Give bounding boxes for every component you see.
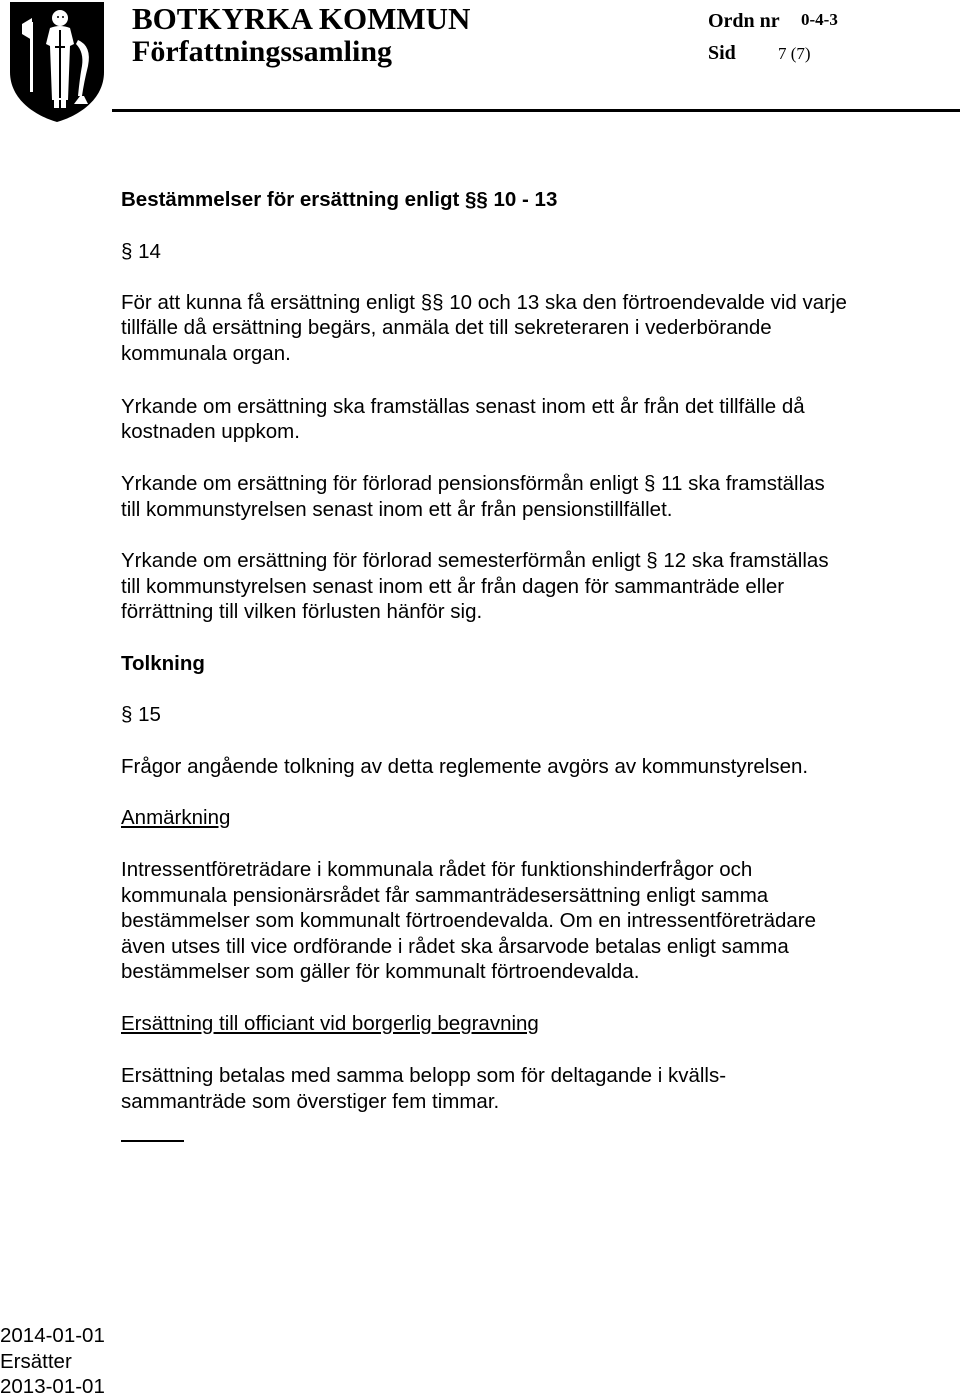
paragraph-line: även utses till vice ordförande i rådet ska årsarvode betalas enligt samma xyxy=(121,935,789,958)
replaces-label: Ersätter xyxy=(0,1350,72,1373)
paragraph-line: kommunala organ. xyxy=(121,342,291,365)
municipality-name: BOTKYRKA KOMMUN xyxy=(132,1,471,36)
paragraph-number: § 14 xyxy=(121,240,161,263)
paragraph-line: tillfälle då ersättning begärs, anmäla det till sekreteraren i vederbörande xyxy=(121,316,772,339)
section-heading: Bestämmelser för ersättning enligt §§ 10 - 13 xyxy=(121,188,558,211)
ordn-label: Ordn nr xyxy=(708,10,780,32)
coat-of-arms-icon xyxy=(8,0,106,124)
paragraph-line: kostnaden uppkom. xyxy=(121,420,300,443)
collection-title: Författningssamling xyxy=(132,35,393,68)
paragraph-line: till kommunstyrelsen senast inom ett år från dagen för sammanträde eller xyxy=(121,575,785,598)
end-divider xyxy=(121,1140,184,1142)
paragraph-line: För att kunna få ersättning enligt §§ 10 och 13 ska den förtroendevalde vid varje xyxy=(121,291,847,314)
paragraph-line: Frågor angående tolkning av detta reglemente avgörs av kommunstyrelsen. xyxy=(121,755,809,778)
paragraph-line: förrättning till vilken förlusten hänför sig. xyxy=(121,600,483,623)
page-label: Sid xyxy=(708,42,736,64)
paragraph-line: Yrkande om ersättning för förlorad semesterförmån enligt § 12 ska framställas xyxy=(121,549,829,572)
paragraph-line: Yrkande om ersättning ska framställas senast inom ett år från det tillfälle då xyxy=(121,395,805,418)
paragraph-number: § 15 xyxy=(121,703,161,726)
replaced-date: 2013-01-01 xyxy=(0,1375,105,1398)
paragraph-line: kommunala pensionärsrådet får sammanträdesersättning enligt samma xyxy=(121,884,769,907)
paragraph-line: bestämmelser som gäller för kommunalt förtroendevalda. xyxy=(121,960,640,983)
section-heading: Ersättning till officiant vid borgerlig begravning xyxy=(121,1012,539,1035)
ordn-value: 0-4-3 xyxy=(801,10,838,29)
paragraph-line: sammanträde som överstiger fem timmar. xyxy=(121,1090,500,1113)
paragraph-line: bestämmelser som kommunalt förtroendevalda. Om en intressentföreträdare xyxy=(121,909,817,932)
section-heading: Tolkning xyxy=(121,652,205,675)
page-number: 7 (7) xyxy=(778,44,811,63)
paragraph-line: till kommunstyrelsen senast inom ett år från pensionstillfället. xyxy=(121,498,673,521)
paragraph-line: Yrkande om ersättning för förlorad pensionsförmån enligt § 11 ska framställas xyxy=(121,472,825,495)
paragraph-line: Intressentföreträdare i kommunala rådet för funktionshinderfrågor och xyxy=(121,858,753,881)
paragraph-line: Ersättning betalas med samma belopp som för deltagande i kvälls- xyxy=(121,1064,727,1087)
section-heading: Anmärkning xyxy=(121,806,231,829)
effective-date: 2014-01-01 xyxy=(0,1324,105,1347)
header-divider xyxy=(112,109,960,112)
